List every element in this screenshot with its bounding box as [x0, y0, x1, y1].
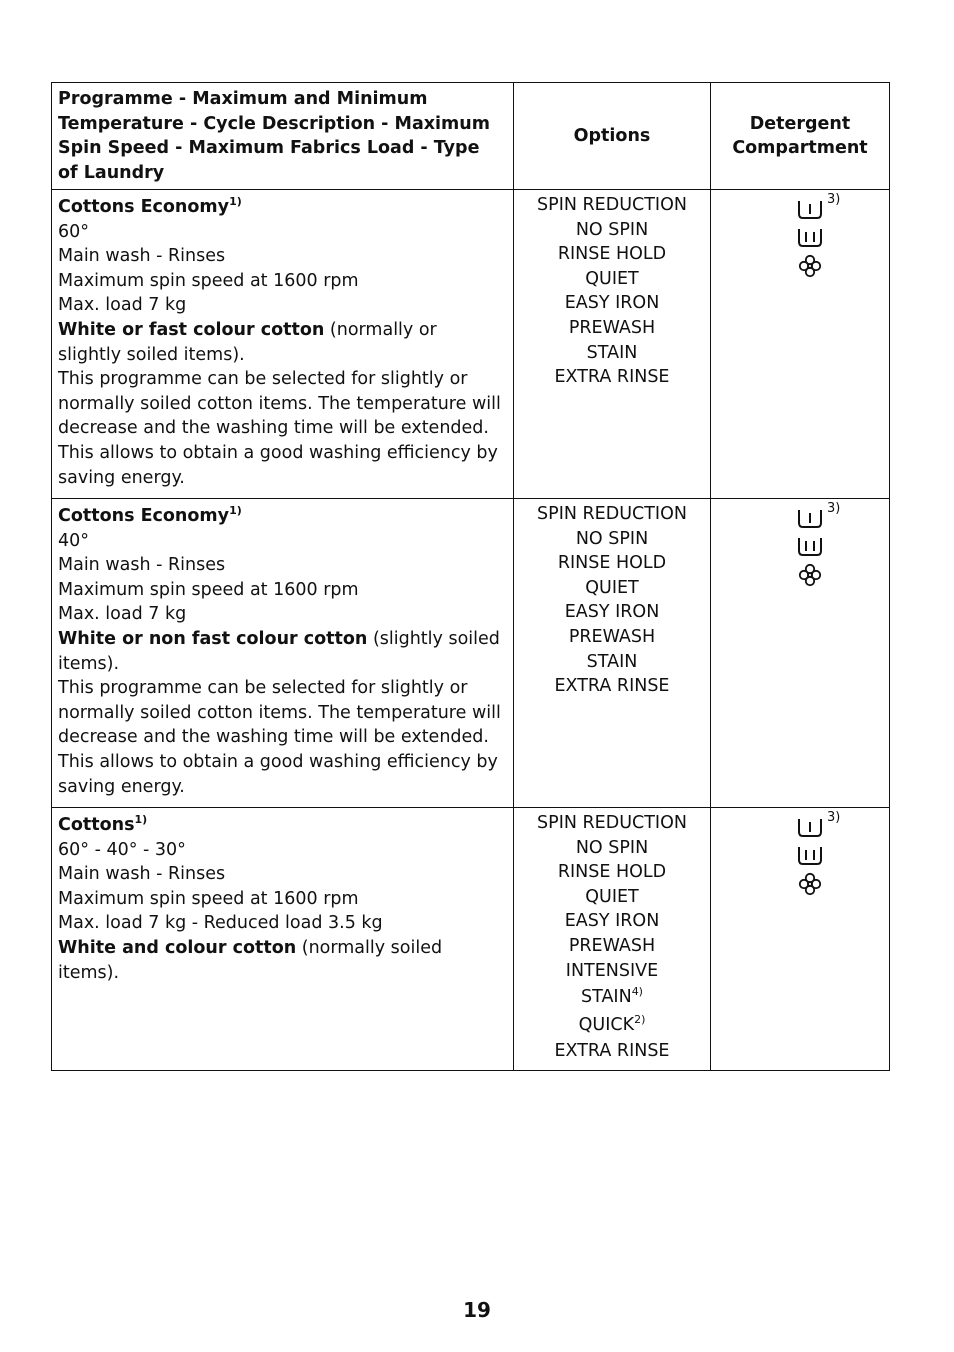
- option-item: QUIET: [585, 268, 639, 289]
- option-item: RINSE HOLD: [557, 862, 667, 883]
- option-item: STAIN: [586, 651, 638, 672]
- table-header-row: [52, 83, 890, 190]
- softener-flower-icon: [797, 254, 823, 278]
- programme-cycle: Main wash - Rinses: [58, 555, 226, 576]
- footnote-ref: 1): [134, 813, 148, 826]
- prewash-compartment-icon: [797, 198, 823, 220]
- option-item: SPIN REDUCTION: [537, 504, 687, 524]
- programme-title: Cottons Economy$^{1)}$: [58, 195, 242, 217]
- programme-spin: Maximum spin speed at 1600 rpm: [58, 579, 359, 600]
- programme-load: Max. load 7 kg: [58, 295, 187, 316]
- option-item: PREWASH: [568, 626, 656, 647]
- page-number: 19: [463, 1298, 491, 1322]
- programme-temperature: 60°: [58, 221, 90, 242]
- option-item: NO SPIN: [575, 528, 649, 549]
- programme-description-cell: [52, 190, 514, 499]
- option-item: QUIET: [585, 577, 639, 598]
- option-item: QUIET: [585, 886, 639, 907]
- header-detergent: Detergent Compartment: [711, 83, 890, 190]
- main-wash-compartment-icon: [797, 844, 823, 866]
- detergent-cell: [711, 190, 890, 499]
- programme-load: Max. load 7 kg - Reduced load 3.5 kg: [58, 913, 383, 934]
- option-item: RINSE HOLD: [557, 553, 667, 574]
- programme-title: Cottons Economy$^{1)}$: [58, 504, 242, 526]
- programme-table: [51, 82, 890, 1071]
- programme-cycle: Main wash - Rinses: [58, 246, 226, 267]
- option-item: EXTRA RINSE: [554, 1041, 670, 1062]
- footnote-ref: 1): [229, 504, 242, 517]
- table-row: [52, 190, 890, 499]
- softener-flower-icon: [797, 872, 823, 896]
- option-item: STAIN: [586, 342, 638, 363]
- option-item: EXTRA RINSE: [554, 676, 670, 697]
- header-programme: Programme - Maximum and Minimum Temperature - Cycle Description - Maximum Spin Speed - Maximum Fabrics Load - Type of Laundry: [52, 83, 514, 190]
- option-item: PREWASH: [568, 317, 656, 338]
- programme-description-cell: [52, 808, 514, 1071]
- footnote-ref: 3): [827, 192, 841, 207]
- option-item: EASY IRON: [564, 911, 660, 932]
- programme-load: Max. load 7 kg: [58, 604, 187, 625]
- programme-spin: Maximum spin speed at 1600 rpm: [58, 888, 359, 909]
- main-wash-compartment-icon: [797, 226, 823, 248]
- programme-laundry: White and colour cotton (normally soiled items).: [58, 937, 443, 983]
- footnote-ref: 2): [634, 1013, 646, 1027]
- programme-cycle: Main wash - Rinses: [58, 864, 226, 885]
- option-item: STAIN$^{4)}$: [581, 985, 643, 1008]
- programme-title: Cottons$^{1)}$: [58, 813, 148, 835]
- prewash-compartment-icon: [797, 816, 823, 838]
- options-cell: [514, 190, 711, 499]
- option-item: INTENSIVE: [565, 960, 659, 981]
- softener-flower-icon: [797, 563, 823, 587]
- options-cell: [514, 808, 711, 1071]
- programme-description-cell: [52, 499, 514, 808]
- option-item: EASY IRON: [564, 293, 660, 314]
- programme-spin: Maximum spin speed at 1600 rpm: [58, 270, 359, 291]
- table-row: [52, 808, 890, 1071]
- table-row: [52, 499, 890, 808]
- main-wash-compartment-icon: [797, 535, 823, 557]
- footnote-ref: 3): [827, 501, 841, 516]
- footnote-ref: 4): [631, 985, 643, 999]
- footnote-ref: 3): [827, 810, 841, 825]
- option-item: QUICK$^{2)}$: [578, 1013, 646, 1036]
- option-item: SPIN REDUCTION: [537, 813, 687, 833]
- option-item: SPIN REDUCTION: [537, 195, 687, 215]
- option-item: NO SPIN: [575, 837, 649, 858]
- option-item: PREWASH: [568, 935, 656, 956]
- programme-temperature: 40°: [58, 530, 90, 551]
- footnote-ref: 1): [229, 195, 242, 208]
- option-item: EXTRA RINSE: [554, 367, 670, 388]
- option-item: NO SPIN: [575, 219, 649, 240]
- option-item: RINSE HOLD: [557, 244, 667, 265]
- header-options: Options: [514, 83, 711, 190]
- programme-note: This programme can be selected for slightly or normally soiled cotton items. The temperature will decrease and the washing time will be extended. This allows to obtain a good washing efficiency by saving energy.: [58, 678, 501, 797]
- programme-temperature: 60° - 40° - 30°: [58, 839, 186, 860]
- programme-note: This programme can be selected for slightly or normally soiled cotton items. The temperature will decrease and the washing time will be extended. This allows to obtain a good washing efficiency by saving energy.: [58, 369, 501, 488]
- programme-laundry: White or fast colour cotton (normally or slightly soiled items).: [58, 319, 437, 365]
- detergent-cell: [711, 808, 890, 1071]
- detergent-cell: [711, 499, 890, 808]
- option-item: EASY IRON: [564, 602, 660, 623]
- programme-laundry: White or non fast colour cotton (slightly soiled items).: [58, 628, 500, 674]
- options-cell: [514, 499, 711, 808]
- prewash-compartment-icon: [797, 507, 823, 529]
